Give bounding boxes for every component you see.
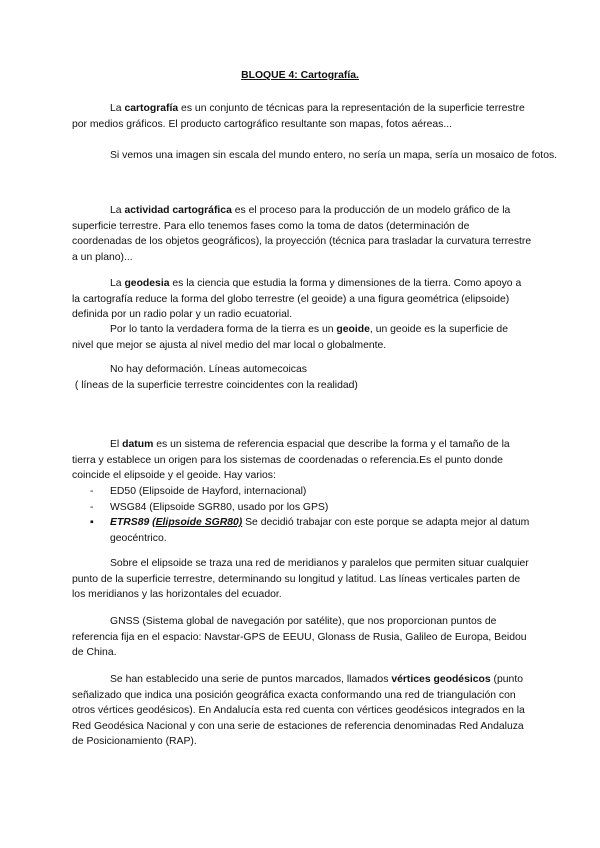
paragraph-actividad: La actividad cartográfica es el proceso para la producción de un modelo gráfico de la superficie terrestre. Para ello tenemos fases como la toma de datos (determinación de coordenadas de los objetos geográficos), la proyección (técnica para trasladar la curvatura terrestre a un plano)... [72, 205, 532, 263]
list-item: - ED50 (Elipsoide de Hayford, internacional) [90, 486, 307, 497]
list-item: ▪ ETRS89 (Elipsoide SGR80) Se decidió trabajar con este porque se adapta mejor al datum geocéntrico. [90, 517, 530, 544]
paragraph-meridianos: Sobre el elipsoide se traza una red de meridianos y paralelos que permiten situar cualquier punto de la superficie terrestre, determinando su longitud y latitud. Las líneas verticales parten de los meridianos y las horizontales del ecuador. [72, 558, 529, 601]
term-geoide: geoide [336, 324, 370, 335]
bullet-mark: ▪ [90, 517, 94, 529]
datum-list [90, 484, 530, 546]
term-actividad-cartografica: actividad cartográfica [124, 205, 232, 216]
list-item: - WSG84 (Elipsoide SGR80, usado por los GPS) [90, 501, 329, 513]
paragraph-deformacion: No hay deformación. Líneas automecoicas ( líneas de la superficie terrestre coincidentes con la realidad) [72, 364, 358, 391]
paragraph-vertices: Se han establecido una serie de puntos marcados, llamados vértices geodésicos (punto señalizado que indica una posición geográfica exacta conformando una red de triangulación con otros vértices geodésicos). En Andalucía esta red cuenta con vértices geodésicos integrados en la Red Geodésica Nacional y con una serie de estaciones de referencia denominadas Red Andaluza de Posicionamiento (RAP). [72, 674, 525, 748]
paragraph-geoide: Por lo tanto la verdadera forma de la tierra es un geoide, un geoide es la superficie de nivel que mejor se ajusta al nivel medio del mar local o globalmente. [72, 324, 508, 351]
page-title: BLOQUE 4: Cartografía. [241, 70, 359, 81]
paragraph-cartografia: La cartografía es un conjunto de técnicas para la representación de la superficie terrestre por medios gráficos. El producto cartográfico resultante son mapas, fotos aéreas... [72, 103, 525, 130]
term-geodesia: geodesia [124, 278, 170, 289]
paragraph-gnss: GNSS (Sistema global de navegación por satélite), que nos proporcionan puntos de referencia fija en el espacio: Navstar-GPS de EEUU, Glonass de Rusia, Galileo de Europa, Beidou de China. [72, 616, 527, 659]
paragraph-geodesia: La geodesia es la ciencia que estudia la forma y dimensiones de la tierra. Como apoyo a la cartografía reduce la forma del globo terrestre (el geoide) a una figura geométrica (elipsoide) definida por un radio polar y un radio ecuatorial. [72, 278, 522, 321]
term-cartografia: cartografía [124, 103, 179, 114]
paragraph-datum: El datum es un sistema de referencia espacial que describe la forma y el tamaño de la tierra y establece un origen para los sistemas de coordenadas o referencia.Es el punto donde coincide el elipsoide y el geoide. Hay varios: [72, 439, 510, 482]
term-datum: datum [122, 439, 154, 450]
paragraph-mosaico: Si vemos una imagen sin escala del mundo entero, no sería un mapa, sería un mosaico de fotos. [110, 150, 558, 161]
term-vertices-geodesicos: vértices geodésicos [391, 674, 491, 685]
